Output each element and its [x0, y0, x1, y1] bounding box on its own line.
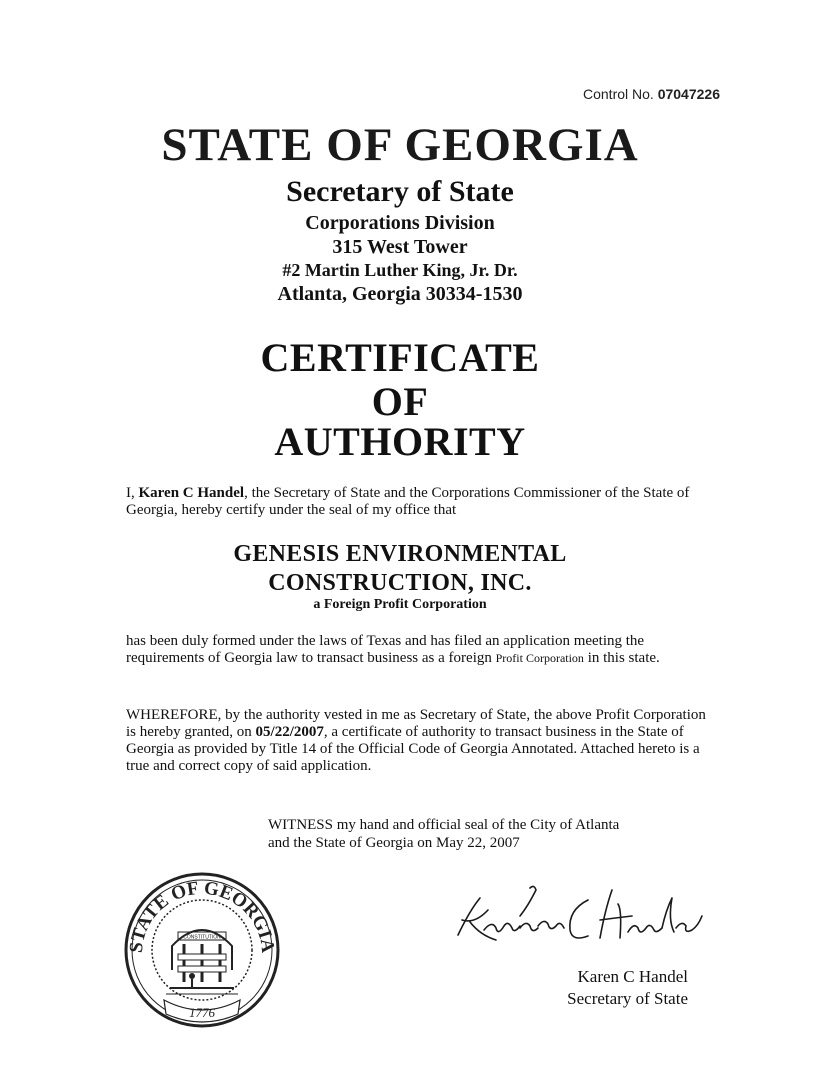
svg-text:1776: 1776: [189, 1005, 215, 1020]
wherefore-text-1: WHEREFORE, by the authority vested in me as Secretary of State, the above Profit Corporation is hereby granted, on: [126, 707, 706, 740]
signatory-name: Karen C Handel: [577, 967, 688, 986]
intro-paragraph: [126, 485, 706, 519]
grant-date: 05/22/2007: [255, 724, 324, 740]
formation-text-2: in this state.: [583, 650, 660, 666]
wherefore-text-2: , a certificate of authority to transact business in the State of Georgia as provided by Title 14 of the Official Code of Georgia Annotated. Attached hereto is a true and correct copy of said application.: [126, 724, 700, 774]
division-name: Corporations Division: [305, 212, 495, 234]
handwritten-signature: [440, 880, 710, 960]
signatory-title: Secretary of State: [567, 989, 688, 1008]
witness-line-1: WITNESS my hand and official seal of the City of Atlanta: [268, 817, 620, 833]
state-title: STATE OF GEORGIA: [161, 119, 639, 171]
certificate-title-line-2: OF: [371, 379, 429, 424]
certificate-title-line-3: AUTHORITY: [274, 419, 526, 464]
certificate-title-line-1: CERTIFICATE: [260, 335, 540, 380]
secretary-name: Karen C Handel: [138, 485, 245, 501]
formation-paragraph: [126, 633, 706, 667]
corporation-name: [130, 540, 670, 598]
corporation-name-text: GENESIS ENVIRONMENTAL CONSTRUCTION, INC.: [233, 541, 567, 596]
control-value: 07047226: [657, 86, 720, 102]
address-line-1: 315 West Tower: [332, 236, 468, 258]
wherefore-paragraph: [126, 707, 706, 775]
svg-text:STATE OF GEORGIA: STATE OF GEORGIA: [125, 877, 279, 954]
control-label: Control No.: [583, 86, 654, 102]
office-title: Secretary of State: [286, 175, 514, 208]
formation-text-1: has been duly formed under the laws of Texas and has filed an application meeting the requirements of Georgia law to transact business as a foreign: [126, 633, 645, 666]
georgia-state-seal-icon: [122, 870, 282, 1030]
witness-statement: [268, 816, 688, 852]
intro-text: , the Secretary of State and the Corporations Commissioner of the State of Georgia, hereby certify under the seal of my office that: [126, 485, 690, 518]
intro-prefix: I,: [126, 485, 139, 501]
corporation-type: a Foreign Profit Corporation: [313, 597, 487, 612]
address-line-3: Atlanta, Georgia 30334-1530: [277, 283, 523, 305]
formation-type: Profit Corporation: [495, 651, 584, 665]
witness-line-2: and the State of Georgia on May 22, 2007: [268, 835, 520, 851]
control-number: [583, 86, 720, 102]
svg-text:CONSTITUTION: CONSTITUTION: [183, 934, 221, 941]
address-line-2: #2 Martin Luther King, Jr. Dr.: [282, 260, 518, 280]
signatory-block: [567, 966, 688, 1010]
